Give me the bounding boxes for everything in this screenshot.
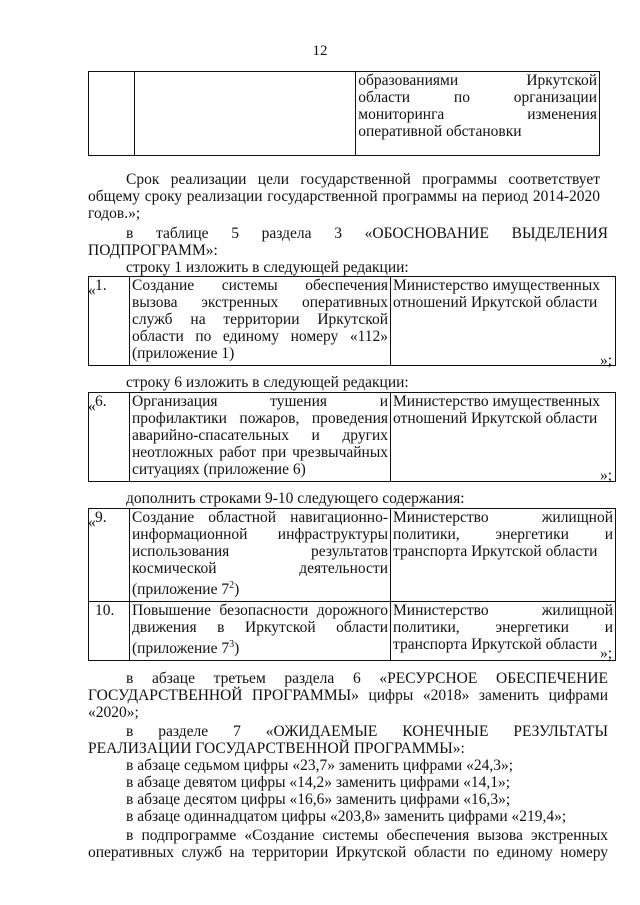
cell-line: Министерство имущественных: [393, 277, 601, 294]
cell-line: неотложных работ при чрезвычайных: [132, 444, 388, 461]
open-quote: «: [88, 282, 96, 299]
rows9-10-table: [88, 508, 616, 661]
top-table-fragment: [88, 71, 600, 156]
cell-line: Организация тушения и: [132, 393, 388, 410]
text-line: «2020»;: [88, 704, 139, 721]
row-number: 9.: [89, 509, 130, 602]
row-name: [130, 509, 391, 602]
cell-line: образованиями Иркутской: [358, 72, 597, 89]
row-name: [130, 277, 391, 366]
table-cell-number: [89, 72, 135, 156]
paragraph-section7: [88, 723, 608, 757]
row-responsible: [391, 509, 616, 602]
text-line: оперативных служб на территории Иркутской области по единому номеру: [88, 844, 608, 861]
cell-line: политики, энергетики и: [393, 619, 613, 636]
open-quote: «: [88, 398, 96, 415]
close-quote: »;: [600, 467, 613, 484]
text-line: в разделе 7 «ОЖИДАЕМЫЕ КОНЕЧНЫЕ РЕЗУЛЬТАТЫ: [126, 723, 608, 740]
cell-line: (приложение $7^2$): [132, 580, 240, 599]
row-name: [130, 393, 391, 482]
table-row: [89, 602, 616, 661]
row-responsible: [391, 393, 616, 482]
row6-table: [88, 392, 616, 482]
cell-line: области по организации: [358, 89, 597, 106]
cell-line: оперативной обстановки: [358, 123, 522, 140]
table-row: [89, 393, 616, 482]
table-row: [89, 72, 600, 156]
row-name: [130, 602, 391, 661]
cell-line: (приложение 1): [132, 345, 235, 362]
cell-line: транспорта Иркутской области: [393, 636, 598, 653]
open-quote: «: [88, 514, 96, 531]
cell-line: мониторинга изменения: [358, 106, 597, 123]
text-line: в абзаце третьем раздела 6 «РЕСУРСНОЕ ОБЕСПЕЧЕНИЕ: [126, 670, 608, 687]
cell-line: Повышение безопасности дорожного: [132, 602, 388, 619]
cell-line: (приложение $7^3$): [132, 639, 240, 658]
cell-line: Создание системы обеспечения: [132, 277, 388, 294]
table-cell-responsible: [356, 72, 600, 156]
cell-line: профилактики пожаров, проведения: [132, 410, 388, 427]
text-line: общему сроку реализации государственной программы на период 2014-2020: [88, 188, 600, 205]
paragraph-subprogram: [88, 827, 608, 861]
text-line: ПОДПРОГРАММ»:: [88, 242, 218, 259]
cell-line: служб на территории Иркутской: [132, 311, 388, 328]
list-item: в абзаце десятом цифры «16,6» заменить цифрами «16,3»;: [126, 791, 511, 808]
table-cell-name: [135, 72, 356, 156]
cell-line: отношений Иркутской области: [393, 294, 598, 311]
text-line: в подпрограмме «Создание системы обеспечения вызова экстренных: [126, 827, 608, 844]
text-line: Срок реализации цели государственной программы соответствует: [126, 171, 600, 188]
cell-line: информационной инфраструктуры: [132, 526, 388, 543]
row-number: 6.: [89, 393, 130, 482]
row-responsible: [391, 602, 616, 661]
close-quote: »;: [600, 352, 613, 369]
cell-line: Министерство жилищной: [393, 509, 613, 526]
page-number: 12: [312, 43, 328, 59]
list-item: в абзаце одиннадцатом цифры «203,8» заменить цифрами «219,4»;: [126, 808, 567, 825]
cell-line: Министерство имущественных: [393, 393, 601, 410]
table-row: [89, 277, 616, 366]
row-number: 10.: [89, 602, 130, 661]
text-line: годов.»;: [88, 205, 141, 222]
paragraph-table5: [88, 225, 608, 259]
cell-line: Министерство жилищной: [393, 602, 613, 619]
instruction-rows9-10: дополнить строками 9-10 следующего содержания:: [126, 490, 465, 507]
row-number: 1.: [89, 277, 130, 366]
paragraph-resource: [88, 670, 608, 721]
text-line: ГОСУДАРСТВЕННОЙ ПРОГРАММЫ» цифры «2018» заменить цифрами: [88, 687, 608, 704]
row-responsible: [391, 277, 616, 366]
row1-table: [88, 276, 616, 366]
cell-line: использования результатов: [132, 543, 388, 560]
list-item: в абзаце девятом цифры «14,2» заменить цифрами «14,1»;: [126, 774, 511, 791]
cell-line: космической деятельности: [132, 560, 388, 577]
text-line: РЕАЛИЗАЦИИ ГОСУДАРСТВЕННОЙ ПРОГРАММЫ»:: [88, 740, 465, 757]
cell-line: движения в Иркутской области: [132, 619, 388, 636]
cell-line: транспорта Иркутской области: [393, 543, 598, 560]
cell-line: политики, энергетики и: [393, 526, 613, 543]
text-line: в таблице 5 раздела 3 «ОБОСНОВАНИЕ ВЫДЕЛЕНИЯ: [126, 225, 608, 242]
close-quote: »;: [600, 645, 613, 662]
paragraph-deadline: [88, 171, 600, 222]
cell-line: отношений Иркутской области: [393, 410, 598, 427]
instruction-row1: строку 1 изложить в следующей редакции:: [126, 259, 409, 276]
cell-line: области по единому номеру «112»: [132, 328, 388, 345]
list-item: в абзаце седьмом цифры «23,7» заменить цифрами «24,3»;: [126, 757, 514, 774]
replacement-list: [126, 757, 606, 825]
cell-line: вызова экстренных оперативных: [132, 294, 388, 311]
instruction-row6: строку 6 изложить в следующей редакции:: [126, 374, 409, 391]
cell-line: ситуациях (приложение 6): [132, 461, 306, 478]
cell-line: аварийно-спасательных и других: [132, 427, 388, 444]
table-row: [89, 509, 616, 602]
cell-line: Создание областной навигационно-: [132, 509, 388, 526]
